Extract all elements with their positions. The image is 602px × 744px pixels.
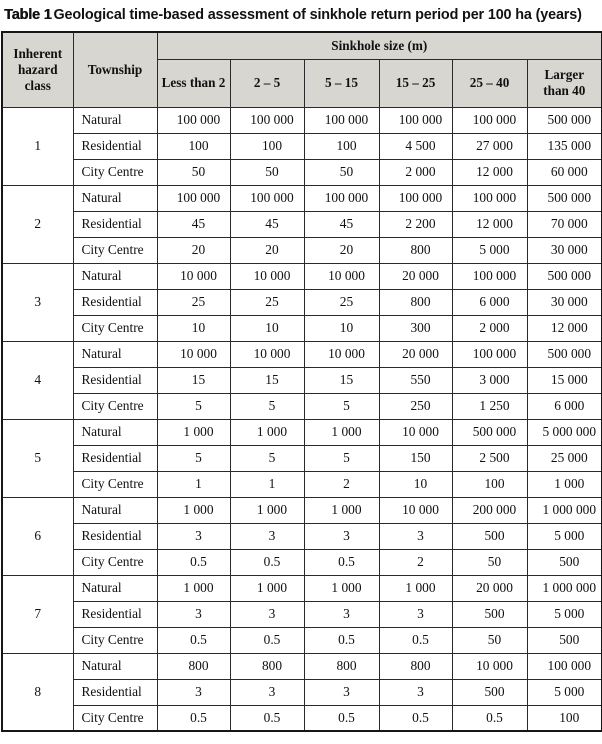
value-cell: 1 000	[157, 419, 230, 445]
table-row	[2, 315, 602, 341]
value-cell: 5	[157, 445, 230, 471]
value-cell: 1 000	[157, 575, 230, 601]
value-cell: 135 000	[527, 133, 602, 159]
hazard-class-cell: 2	[2, 185, 73, 263]
value-cell: 27 000	[452, 133, 527, 159]
township-cell: Natural	[73, 575, 157, 601]
township-cell: Residential	[73, 679, 157, 705]
value-cell: 500 000	[452, 419, 527, 445]
value-cell: 500	[452, 523, 527, 549]
value-cell: 200 000	[452, 497, 527, 523]
value-cell: 300	[379, 315, 452, 341]
table-row	[2, 211, 602, 237]
value-cell: 15	[230, 367, 304, 393]
value-cell: 1	[230, 471, 304, 497]
hazard-class-cell: 3	[2, 263, 73, 341]
township-cell: City Centre	[73, 627, 157, 653]
value-cell: 500 000	[527, 185, 602, 211]
value-cell: 25	[304, 289, 379, 315]
table-row	[2, 549, 602, 575]
table-row	[2, 133, 602, 159]
value-cell: 0.5	[304, 627, 379, 653]
value-cell: 25	[230, 289, 304, 315]
township-cell: Natural	[73, 653, 157, 679]
value-cell: 6 000	[527, 393, 602, 419]
value-cell: 10	[230, 315, 304, 341]
value-cell: 10 000	[452, 653, 527, 679]
value-cell: 10	[157, 315, 230, 341]
value-cell: 100 000	[452, 107, 527, 133]
value-cell: 1 000	[304, 419, 379, 445]
value-cell: 2	[379, 549, 452, 575]
value-cell: 100 000	[157, 107, 230, 133]
value-cell: 0.5	[157, 627, 230, 653]
table-row	[2, 341, 602, 367]
header-township: Township	[73, 32, 157, 107]
header-sinkhole-size: Sinkhole size (m)	[157, 32, 602, 59]
value-cell: 3	[379, 679, 452, 705]
township-cell: City Centre	[73, 393, 157, 419]
table-row	[2, 237, 602, 263]
township-cell: Natural	[73, 341, 157, 367]
value-cell: 100 000	[379, 185, 452, 211]
value-cell: 0.5	[379, 627, 452, 653]
value-cell: 5	[230, 445, 304, 471]
table-header	[2, 32, 602, 107]
township-cell: City Centre	[73, 471, 157, 497]
value-cell: 1	[157, 471, 230, 497]
value-cell: 6 000	[452, 289, 527, 315]
header-size-col-5: Larger than 40	[527, 59, 602, 107]
township-cell: City Centre	[73, 315, 157, 341]
value-cell: 0.5	[304, 705, 379, 731]
township-cell: Residential	[73, 289, 157, 315]
value-cell: 5 000	[452, 237, 527, 263]
value-cell: 20 000	[379, 263, 452, 289]
table-row	[2, 627, 602, 653]
value-cell: 800	[379, 289, 452, 315]
value-cell: 50	[452, 627, 527, 653]
table-row	[2, 523, 602, 549]
value-cell: 3	[157, 679, 230, 705]
value-cell: 5 000	[527, 679, 602, 705]
value-cell: 45	[304, 211, 379, 237]
value-cell: 2 200	[379, 211, 452, 237]
value-cell: 10 000	[230, 263, 304, 289]
value-cell: 12 000	[452, 211, 527, 237]
township-cell: City Centre	[73, 705, 157, 731]
township-cell: City Centre	[73, 159, 157, 185]
value-cell: 3	[304, 679, 379, 705]
table-row	[2, 185, 602, 211]
value-cell: 100	[304, 133, 379, 159]
value-cell: 10	[379, 471, 452, 497]
value-cell: 50	[452, 549, 527, 575]
value-cell: 60 000	[527, 159, 602, 185]
table-body	[2, 107, 602, 731]
value-cell: 100 000	[452, 263, 527, 289]
value-cell: 250	[379, 393, 452, 419]
value-cell: 0.5	[230, 705, 304, 731]
value-cell: 1 000 000	[527, 497, 602, 523]
value-cell: 30 000	[527, 237, 602, 263]
value-cell: 10 000	[230, 341, 304, 367]
value-cell: 12 000	[527, 315, 602, 341]
value-cell: 5	[230, 393, 304, 419]
value-cell: 3 000	[452, 367, 527, 393]
value-cell: 800	[379, 653, 452, 679]
header-size-col-2: 5 – 15	[304, 59, 379, 107]
header-size-col-3: 15 – 25	[379, 59, 452, 107]
value-cell: 5 000 000	[527, 419, 602, 445]
township-cell: City Centre	[73, 237, 157, 263]
value-cell: 25 000	[527, 445, 602, 471]
table-row	[2, 471, 602, 497]
value-cell: 10 000	[157, 263, 230, 289]
value-cell: 100 000	[304, 185, 379, 211]
value-cell: 70 000	[527, 211, 602, 237]
value-cell: 10 000	[379, 419, 452, 445]
value-cell: 500 000	[527, 341, 602, 367]
hazard-class-cell: 4	[2, 341, 73, 419]
value-cell: 25	[157, 289, 230, 315]
value-cell: 550	[379, 367, 452, 393]
value-cell: 1 000	[304, 575, 379, 601]
value-cell: 3	[157, 601, 230, 627]
value-cell: 5	[304, 393, 379, 419]
value-cell: 20	[157, 237, 230, 263]
value-cell: 20 000	[379, 341, 452, 367]
value-cell: 50	[230, 159, 304, 185]
value-cell: 45	[230, 211, 304, 237]
value-cell: 1 000	[379, 575, 452, 601]
value-cell: 3	[230, 601, 304, 627]
value-cell: 15	[304, 367, 379, 393]
value-cell: 800	[230, 653, 304, 679]
table-row	[2, 263, 602, 289]
value-cell: 3	[304, 523, 379, 549]
value-cell: 100 000	[157, 185, 230, 211]
value-cell: 3	[157, 523, 230, 549]
table-row	[2, 445, 602, 471]
township-cell: Natural	[73, 263, 157, 289]
table-row	[2, 159, 602, 185]
township-cell: Natural	[73, 419, 157, 445]
value-cell: 0.5	[157, 549, 230, 575]
value-cell: 100 000	[452, 185, 527, 211]
value-cell: 0.5	[230, 627, 304, 653]
value-cell: 150	[379, 445, 452, 471]
township-cell: Residential	[73, 133, 157, 159]
header-size-col-1: 2 – 5	[230, 59, 304, 107]
table-row	[2, 653, 602, 679]
value-cell: 500 000	[527, 107, 602, 133]
value-cell: 0.5	[304, 549, 379, 575]
value-cell: 1 000	[230, 575, 304, 601]
value-cell: 100	[527, 705, 602, 731]
table-row	[2, 367, 602, 393]
value-cell: 50	[304, 159, 379, 185]
table-row	[2, 419, 602, 445]
header-hazard-class: Inherent hazard class	[2, 32, 73, 107]
value-cell: 1 250	[452, 393, 527, 419]
value-cell: 12 000	[452, 159, 527, 185]
table-row	[2, 497, 602, 523]
hazard-class-cell: 6	[2, 497, 73, 575]
value-cell: 0.5	[452, 705, 527, 731]
value-cell: 3	[379, 523, 452, 549]
value-cell: 800	[379, 237, 452, 263]
value-cell: 5	[304, 445, 379, 471]
value-cell: 3	[304, 601, 379, 627]
value-cell: 500	[452, 601, 527, 627]
value-cell: 1 000	[230, 419, 304, 445]
value-cell: 0.5	[379, 705, 452, 731]
township-cell: Natural	[73, 107, 157, 133]
township-cell: Residential	[73, 445, 157, 471]
township-cell: Residential	[73, 367, 157, 393]
value-cell: 500	[527, 549, 602, 575]
value-cell: 0.5	[157, 705, 230, 731]
table-row	[2, 107, 602, 133]
header-size-col-0: Less than 2	[157, 59, 230, 107]
value-cell: 500 000	[527, 263, 602, 289]
value-cell: 800	[304, 653, 379, 679]
value-cell: 20	[230, 237, 304, 263]
township-cell: Residential	[73, 601, 157, 627]
table-row	[2, 575, 602, 601]
value-cell: 100	[230, 133, 304, 159]
value-cell: 100	[157, 133, 230, 159]
value-cell: 2 500	[452, 445, 527, 471]
header-row-group	[2, 32, 602, 59]
value-cell: 30 000	[527, 289, 602, 315]
value-cell: 20	[304, 237, 379, 263]
value-cell: 1 000	[304, 497, 379, 523]
value-cell: 100 000	[230, 107, 304, 133]
value-cell: 500	[452, 679, 527, 705]
township-cell: Natural	[73, 185, 157, 211]
value-cell: 10	[304, 315, 379, 341]
value-cell: 2 000	[379, 159, 452, 185]
value-cell: 100 000	[527, 653, 602, 679]
table-row	[2, 679, 602, 705]
value-cell: 1 000	[157, 497, 230, 523]
header-size-col-4: 25 – 40	[452, 59, 527, 107]
value-cell: 500	[527, 627, 602, 653]
hazard-class-cell: 1	[2, 107, 73, 185]
value-cell: 10 000	[304, 263, 379, 289]
value-cell: 800	[157, 653, 230, 679]
value-cell: 20 000	[452, 575, 527, 601]
value-cell: 5 000	[527, 601, 602, 627]
hazard-class-cell: 5	[2, 419, 73, 497]
table-caption	[4, 7, 600, 24]
value-cell: 5 000	[527, 523, 602, 549]
table-caption-text: Geological time-based assessment of sinkhole return period per 100 ha (years)	[53, 7, 582, 23]
township-cell: Natural	[73, 497, 157, 523]
value-cell: 2 000	[452, 315, 527, 341]
value-cell: 1 000	[230, 497, 304, 523]
value-cell: 2	[304, 471, 379, 497]
township-cell: Residential	[73, 523, 157, 549]
value-cell: 15 000	[527, 367, 602, 393]
value-cell: 10 000	[157, 341, 230, 367]
sinkhole-return-period-table	[1, 31, 602, 732]
value-cell: 45	[157, 211, 230, 237]
table-row	[2, 601, 602, 627]
value-cell: 3	[230, 679, 304, 705]
value-cell: 100 000	[230, 185, 304, 211]
value-cell: 50	[157, 159, 230, 185]
value-cell: 100 000	[452, 341, 527, 367]
value-cell: 5	[157, 393, 230, 419]
value-cell: 4 500	[379, 133, 452, 159]
table-row	[2, 393, 602, 419]
value-cell: 10 000	[304, 341, 379, 367]
value-cell: 1 000 000	[527, 575, 602, 601]
value-cell: 100	[452, 471, 527, 497]
table-row	[2, 289, 602, 315]
value-cell: 1 000	[527, 471, 602, 497]
value-cell: 3	[379, 601, 452, 627]
value-cell: 15	[157, 367, 230, 393]
township-cell: City Centre	[73, 549, 157, 575]
value-cell: 0.5	[230, 549, 304, 575]
value-cell: 100 000	[304, 107, 379, 133]
township-cell: Residential	[73, 211, 157, 237]
value-cell: 3	[230, 523, 304, 549]
value-cell: 10 000	[379, 497, 452, 523]
table-row	[2, 705, 602, 731]
value-cell: 100 000	[379, 107, 452, 133]
hazard-class-cell: 7	[2, 575, 73, 653]
hazard-class-cell: 8	[2, 653, 73, 731]
table-caption-number: Table 1	[4, 7, 52, 23]
